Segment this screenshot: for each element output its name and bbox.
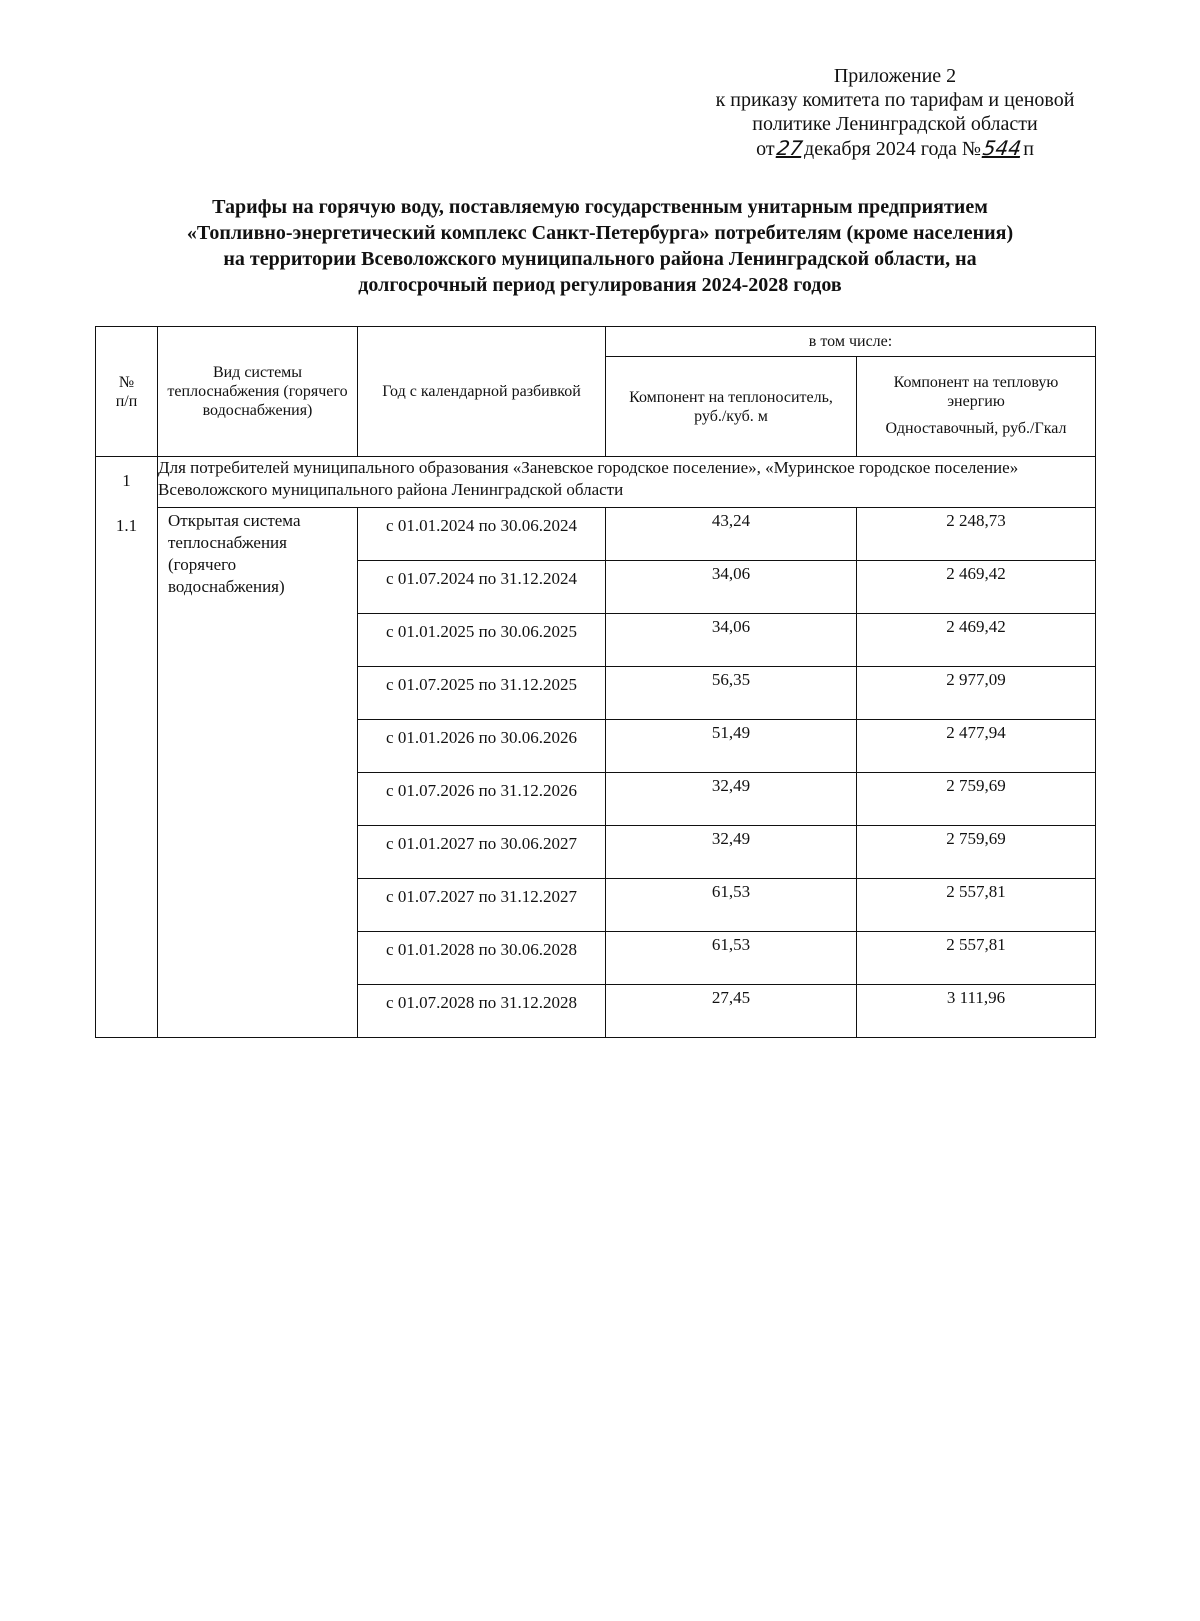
appendix-authority-line: политике Ленинградской области <box>752 113 1038 135</box>
group-description: Для потребителей муниципального образования «Заневское городское поселение», «Муринское городское поселение» Всеволожского муниципального района Ленинградской области <box>158 457 1096 508</box>
date-middle: декабря 2024 года № <box>804 138 982 160</box>
period-cell: с 01.07.2026 по 31.12.2026 <box>358 773 606 826</box>
period-cell: с 01.01.2025 по 30.06.2025 <box>358 614 606 667</box>
heat-value: 2 557,81 <box>857 879 1096 932</box>
title-line: на территории Всеволожского муниципального района Ленинградской области, на <box>223 248 977 270</box>
heat-value: 3 111,96 <box>857 985 1096 1038</box>
heat-value: 2 759,69 <box>857 826 1096 879</box>
date-prefix: от <box>756 138 775 160</box>
header-num-symbol: № <box>118 373 135 391</box>
carrier-value: 61,53 <box>606 932 857 985</box>
appendix-order-line: к приказу комитета по тарифам и ценовой <box>715 89 1075 111</box>
table-row <box>96 457 1096 508</box>
carrier-value: 34,06 <box>606 561 857 614</box>
date-suffix: п <box>1023 138 1034 160</box>
carrier-value: 43,24 <box>606 508 857 561</box>
system-type: Открытая система теплоснабжения (горячего водоснабжения) <box>158 508 358 1038</box>
period-cell: с 01.07.2025 по 31.12.2025 <box>358 667 606 720</box>
row-index-cell <box>96 457 158 1038</box>
tariff-table <box>95 326 1096 1038</box>
header-year: Год с календарной разбивкой <box>358 327 606 457</box>
title-line: «Топливно-энергетический комплекс Санкт-Петербурга» потребителям (кроме населения) <box>186 222 1014 244</box>
document-title <box>100 194 1100 298</box>
period-cell: с 01.01.2028 по 30.06.2028 <box>358 932 606 985</box>
heat-value: 2 477,94 <box>857 720 1096 773</box>
carrier-value: 51,49 <box>606 720 857 773</box>
title-line: Тарифы на горячую воду, поставляемую государственным унитарным предприятием <box>212 196 988 218</box>
heat-value: 2 977,09 <box>857 667 1096 720</box>
heat-value: 2 759,69 <box>857 773 1096 826</box>
header-system: Вид системы теплоснабжения (горячего водоснабжения) <box>158 327 358 457</box>
handwritten-day: 27 <box>774 136 804 160</box>
period-cell: с 01.01.2026 по 30.06.2026 <box>358 720 606 773</box>
heat-value: 2 469,42 <box>857 561 1096 614</box>
title-line: долгосрочный период регулирования 2024-2028 годов <box>358 274 842 296</box>
period-cell: с 01.01.2027 по 30.06.2027 <box>358 826 606 879</box>
heat-value: 2 248,73 <box>857 508 1096 561</box>
carrier-value: 56,35 <box>606 667 857 720</box>
header-including: в том числе: <box>606 327 1096 357</box>
header-heat-subtitle: Одноставочный, руб./Гкал <box>885 420 1067 437</box>
period-cell: с 01.07.2028 по 31.12.2028 <box>358 985 606 1038</box>
table-row <box>96 508 1096 561</box>
item-index: 1.1 <box>115 516 138 535</box>
period-cell: с 01.07.2024 по 31.12.2024 <box>358 561 606 614</box>
header-heat-title: Компонент на тепловую энергию <box>893 374 1059 410</box>
carrier-value: 34,06 <box>606 614 857 667</box>
group-index: 1 <box>122 471 131 490</box>
heat-value: 2 469,42 <box>857 614 1096 667</box>
appendix-date-line <box>660 136 1130 161</box>
header-carrier: Компонент на теплоноситель, руб./куб. м <box>606 357 857 457</box>
period-cell: с 01.01.2024 по 30.06.2024 <box>358 508 606 561</box>
table-header-row <box>96 327 1096 357</box>
heat-value: 2 557,81 <box>857 932 1096 985</box>
header-heat <box>857 357 1096 457</box>
period-cell: с 01.07.2027 по 31.12.2027 <box>358 879 606 932</box>
carrier-value: 32,49 <box>606 826 857 879</box>
carrier-value: 27,45 <box>606 985 857 1038</box>
header-num-pp: п/п <box>115 392 138 410</box>
header-num <box>96 327 158 457</box>
appendix-header <box>660 64 1130 161</box>
carrier-value: 61,53 <box>606 879 857 932</box>
handwritten-number: 544 <box>981 136 1023 160</box>
carrier-value: 32,49 <box>606 773 857 826</box>
appendix-title: Приложение 2 <box>833 65 957 87</box>
